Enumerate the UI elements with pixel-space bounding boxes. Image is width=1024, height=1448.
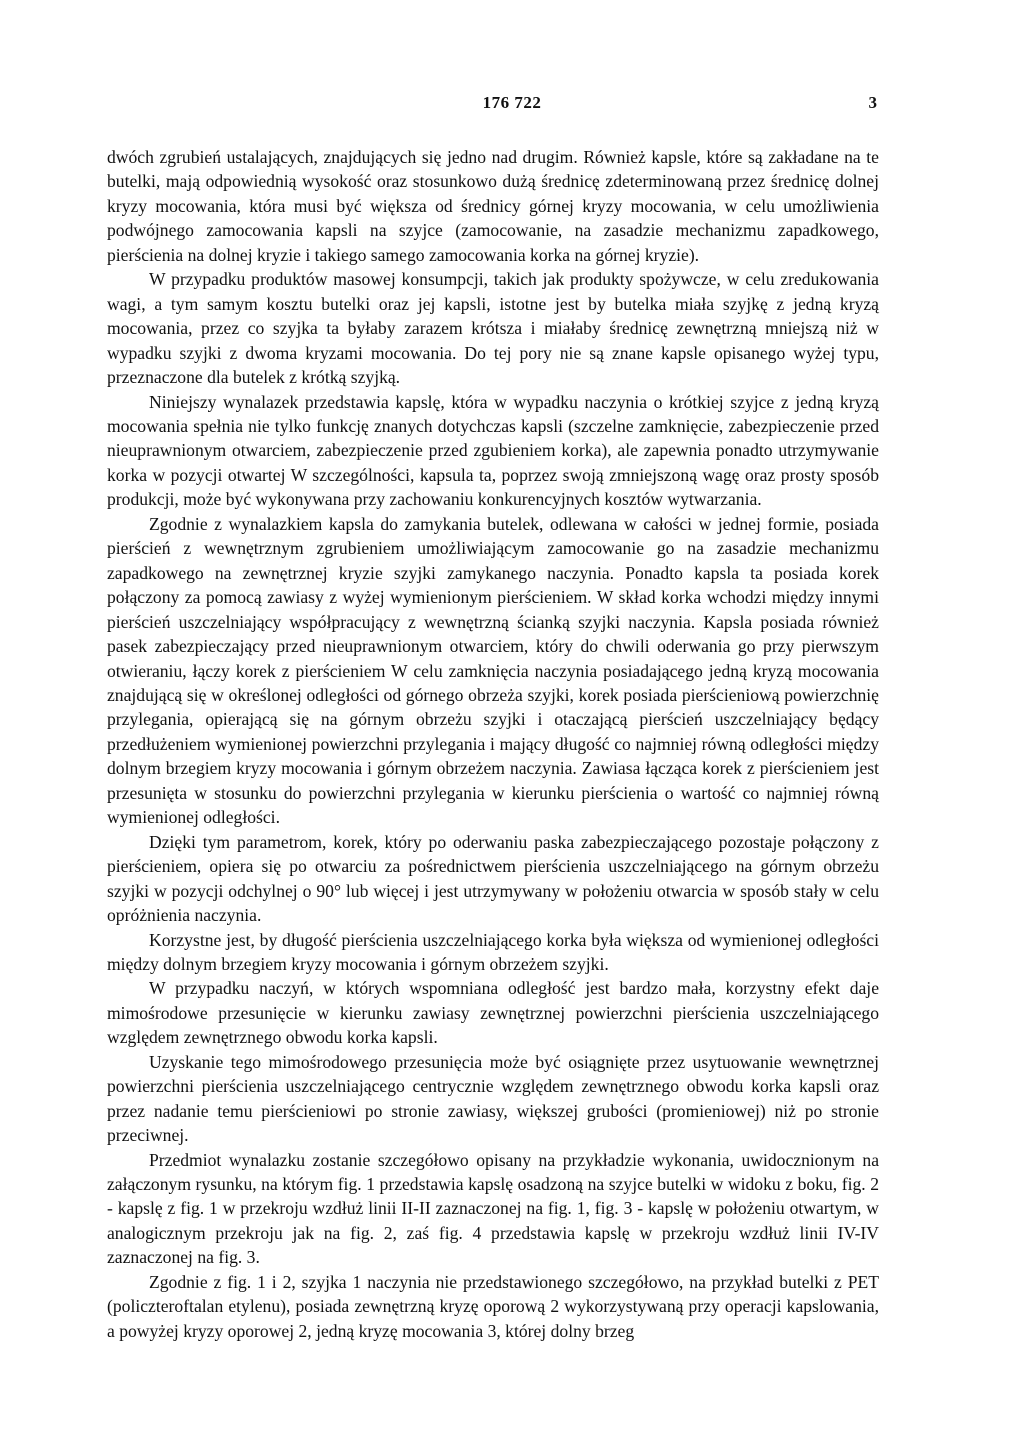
page-number: 3 (868, 93, 877, 112)
paragraph: W przypadku naczyń, w których wspomniana odległość jest bardzo mała, korzystny efekt daje mimośrodowe przesunięcie w kierunku zawiasy zewnętrznej powierzchni pierścienia uszczelniającego względem zewnętrznego obwodu korka kapsli. (107, 978, 879, 1048)
body-text (107, 145, 879, 1343)
paragraph: Uzyskanie tego mimośrodowego przesunięcia może być osiągnięte przez usytuowanie wewnętrznej powierzchni pierścienia uszczelniającego centrycznie względem zewnętrznego obwodu korka kapsli oraz przez nadanie temu pierścieniowi po stronie zawiasy, większej grubości (promieniowej) niż po stronie przeciwnej. (107, 1051, 879, 1146)
paragraph: Przedmiot wynalazku zostanie szczegółowo opisany na przykładzie wykonania, uwidocznionym na załączonym rysunku, na którym fig. 1 przedstawia kapslę osadzoną na szyjce butelki w widoku z boku, fig. 2 - kapslę z fig. 1 w przekroju wzdłuż linii II-II zaznaczonej na fig. 1, fig. 3 - kapslę w położeniu otwartym, w analogicznym przekroju jak na fig. 2, zaś fig. 4 przedstawia kapslę w przekroju wzdłuż linii IV-IV zaznaczonej na fig. 3. (107, 1149, 879, 1268)
paragraph: Korzystne jest, by długość pierścienia uszczelniającego korka była większa od wymienionej odległości między dolnym brzegiem kryzy mocowania i górnym obrzeżem szyjki. (107, 929, 879, 974)
paragraph: Niniejszy wynalazek przedstawia kapslę, która w wypadku naczynia o krótkiej szyjce z jedną kryzą mocowania spełnia nie tylko funkcję znanych dotychczas kapsli (szczelne zamknięcie, zabezpieczenie przed nieuprawnionym otwarciem, zabezpieczenie przed zgubieniem korka), ale zapewnia ponadto utrzymywanie korka w pozycji otwartej W szczególności, kapsula ta, poprzez swoją zmniejszoną wagę oraz prosty sposób produkcji, może być wykonywana przy zachowaniu konkurencyjnych kosztów wytwarzania. (107, 391, 879, 510)
paragraph: W przypadku produktów masowej konsumpcji, takich jak produkty spożywcze, w celu zredukowania wagi, a tym samym kosztu butelki oraz jej kapsli, istotne jest by butelka miała szyjkę z jedną kryzą mocowania, przez co szyjka ta byłaby zarazem krótsza i miałaby średnicę zewnętrzną mniejszą niż w wypadku szyjki z dwoma kryzami mocowania. Do tej pory nie są znane kapsle opisanego wyżej typu, przeznaczone dla butelek z krótką szyjką. (107, 269, 879, 388)
paragraph: dwóch zgrubień ustalających, znajdujących się jedno nad drugim. Również kapsle, które są zakładane na te butelki, mają odpowiednią wysokość oraz stosunkowo dużą średnicę zdeterminowaną przez średnicę dolnej kryzy mocowania, która musi być większa od średnicy górnej kryzy mocowania, w celu umożliwienia podwójnego zamocowania kapsli na szyjce (zamocowanie, na zasadzie mechanizmu zapadkowego, pierścienia na dolnej kryzie i takiego samego zamocowania korka na górnej kryzie). (107, 147, 879, 265)
paragraph: Zgodnie z wynalazkiem kapsla do zamykania butelek, odlewana w całości w jednej formie, posiada pierścień z wewnętrznym zgrubieniem umożliwiającym zamocowanie go na zasadzie mechanizmu zapadkowego na zewnętrznej kryzie szyjki zamykanego naczynia. Ponadto kapsla ta posiada korek połączony za pomocą zawiasy z wyżej wymienionym pierścieniem. W skład korka wchodzi między innymi pierścień uszczelniający współpracujący z wewnętrzną ścianką szyjki naczynia. Kapsla posiada również pasek zabezpieczający przed nieuprawnionym otwarciem, który do chwili oderwania go przy pierwszym otwieraniu, łączy korek z pierścieniem W celu zamknięcia naczynia posiadającego jedną kryzą mocowania znajdującą się w określonej odległości od górnego obrzeża szyjki, korek posiada pierścieniową powierzchnię przylegania, opierającą się na górnym obrzeżu szyjki i otaczającą pierścień uszczelniający będący przedłużeniem wymienionej powierzchni przylegania i mający długość co najmniej równą odległości między dolnym brzegiem kryzy mocowania i górnym obrzeżem naczynia. Zawiasa łącząca korek z pierścieniem jest przesunięta w stosunku do powierzchni przylegania w kierunku pierścienia o wartość co najmniej równą wymienionej odległości. (107, 513, 879, 828)
patent-number: 176 722 (482, 93, 542, 112)
paragraph: Dzięki tym parametrom, korek, który po oderwaniu paska zabezpieczającego pozostaje połączony z pierścieniem, opiera się po otwarciu za pośrednictwem pierścienia uszczelniającego na górnym obrzeżu szyjki w pozycji odchylnej o 90° lub więcej i jest utrzymywany w położeniu otwarcia w sposób stały w celu opróżnienia naczynia. (107, 831, 879, 926)
paragraph: Zgodnie z fig. 1 i 2, szyjka 1 naczynia nie przedstawionego szczegółowo, na przykład butelki z PET (policzteroftalan etylenu), posiada zewnętrzną kryzę oporową 2 wykorzystywaną przy operacji kapslowania, a powyżej kryzy oporowej 2, jedną kryzę mocowania 3, której dolny brzeg (107, 1271, 879, 1341)
